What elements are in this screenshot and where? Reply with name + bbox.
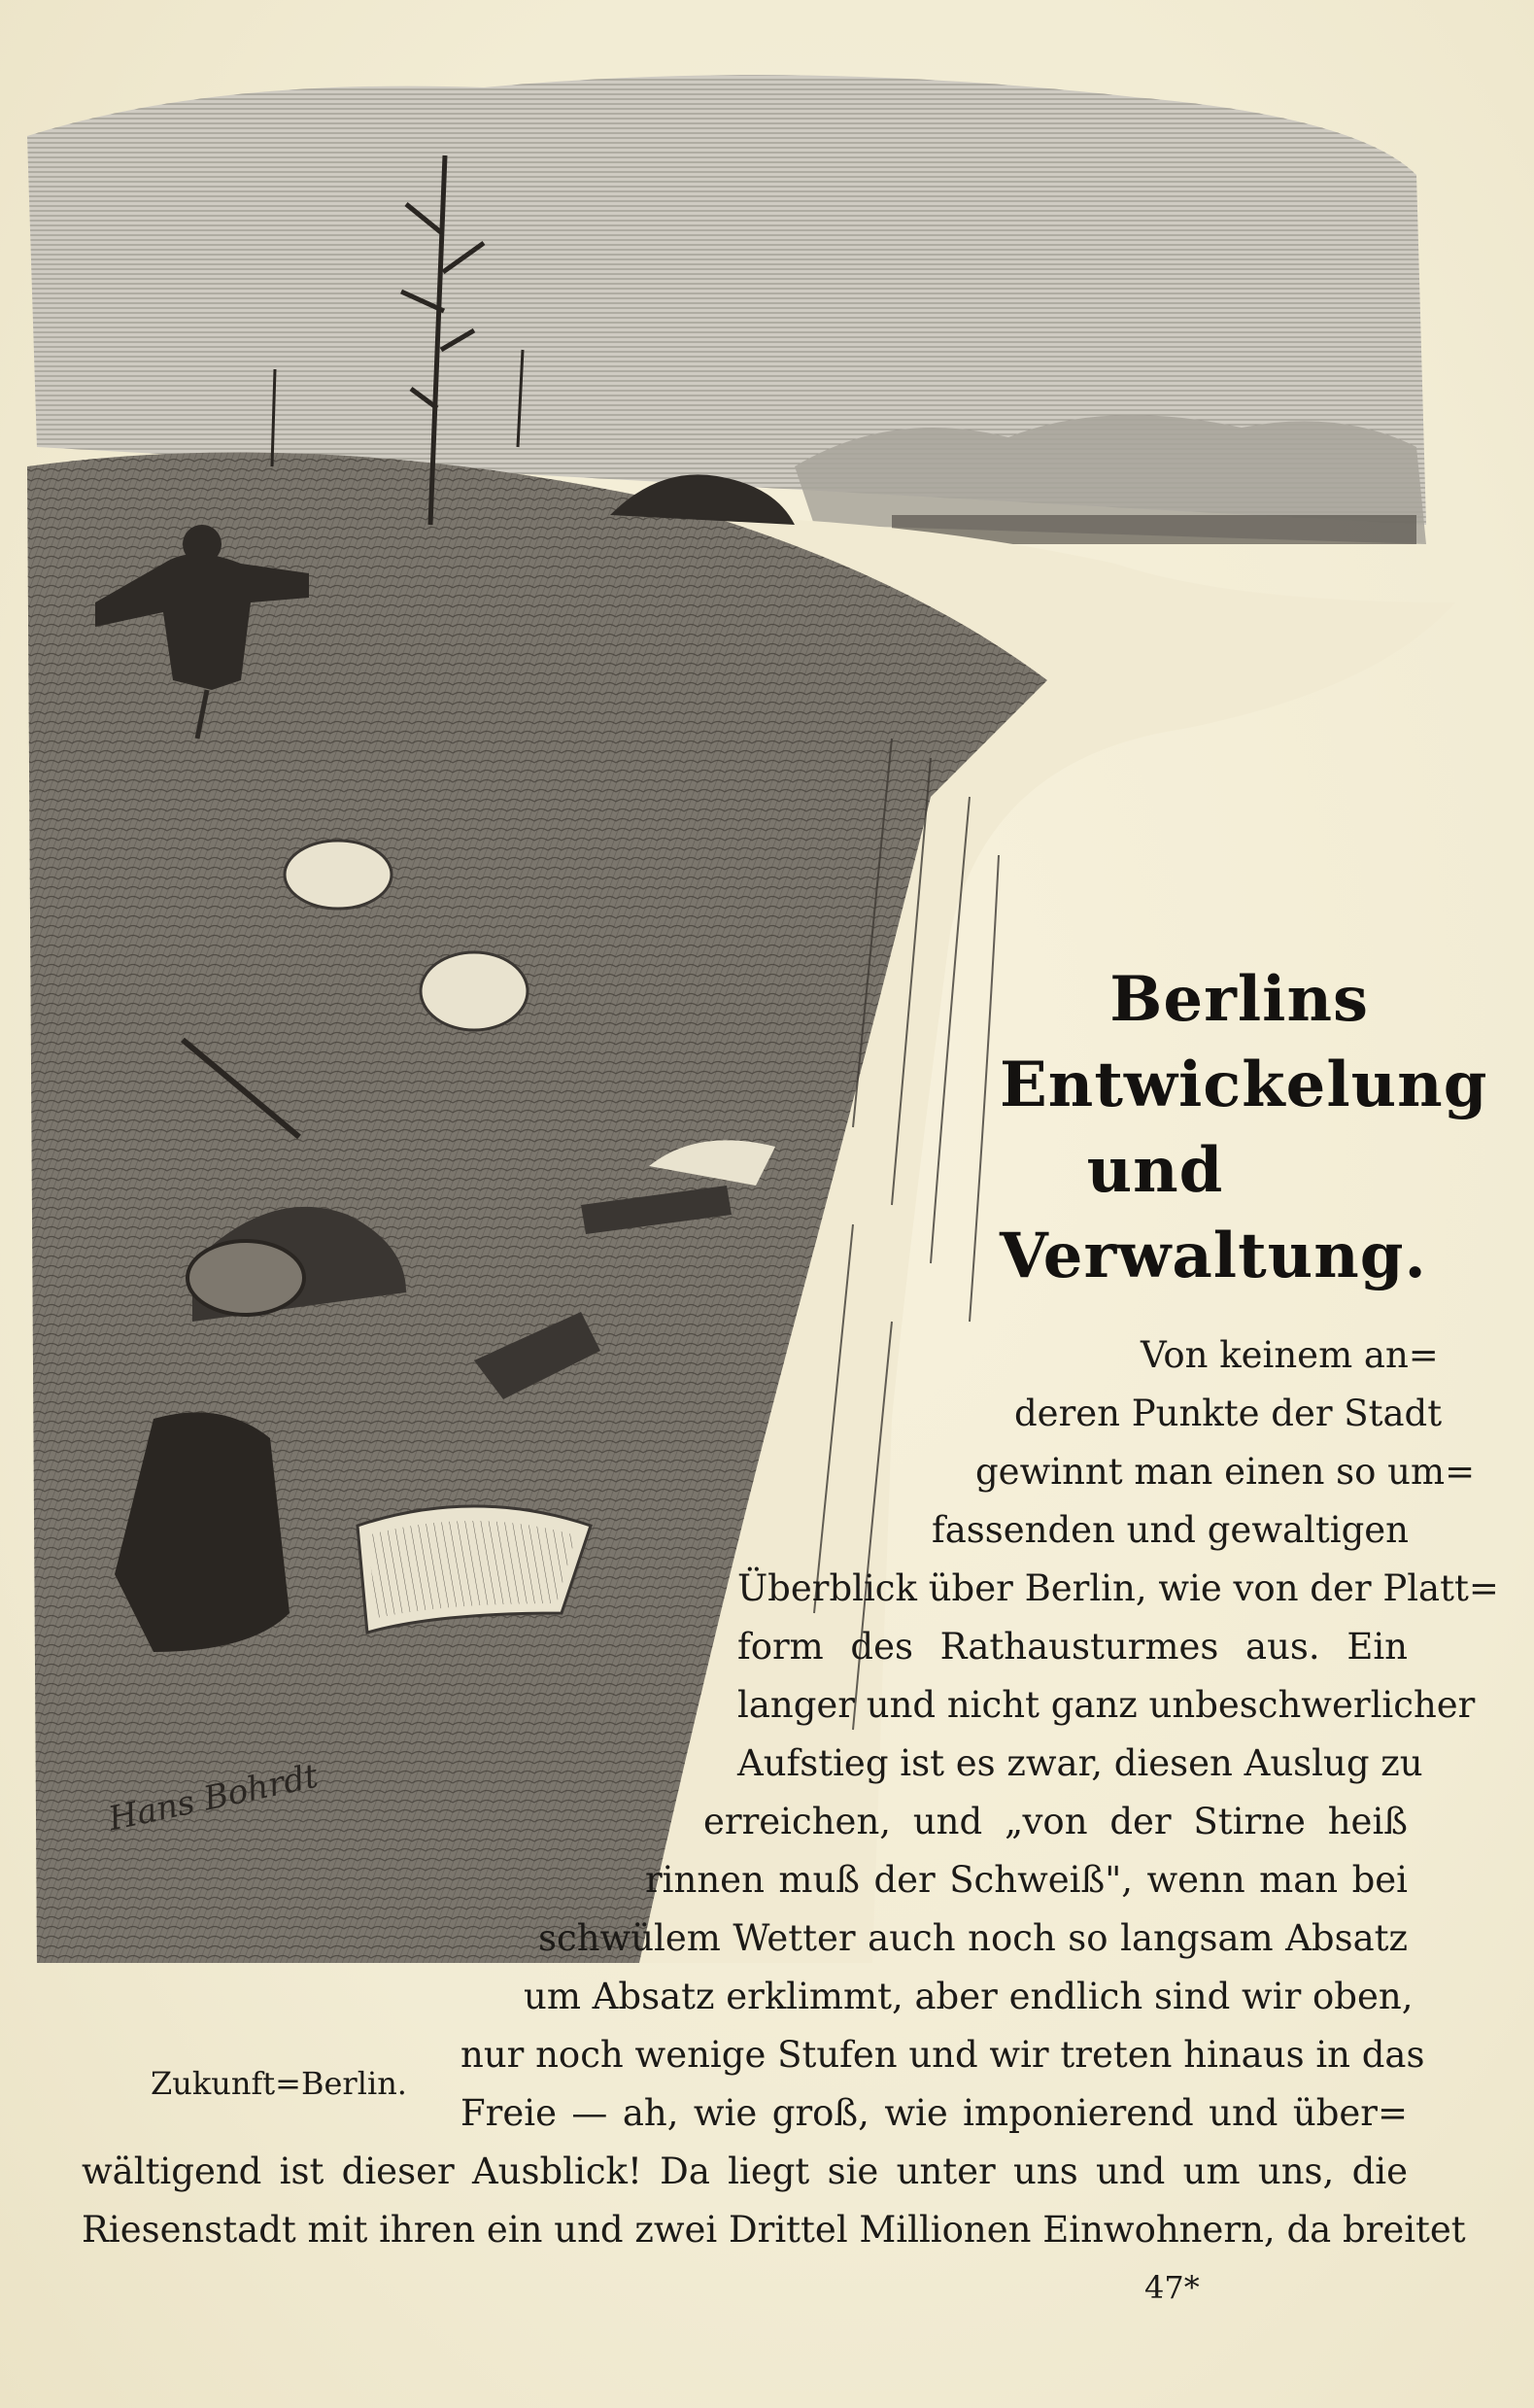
- body-line: fassenden und gewaltigen: [932, 1509, 1409, 1551]
- body-line: wältigend ist dieser Ausblick! Da liegt sie unter uns und um uns, die: [82, 2150, 1408, 2192]
- body-line: Freie — ah, wie groß, wie imponierend und über=: [460, 2092, 1408, 2134]
- body-line: langer und nicht ganz unbeschwerlicher: [737, 1684, 1476, 1726]
- body-line: rinnen muß der Schweiß", wenn man bei: [645, 1859, 1408, 1901]
- body-line: Von keinem an=: [1141, 1334, 1439, 1376]
- body-line: erreichen, und „von der Stirne heiß: [703, 1801, 1408, 1842]
- illustration-caption: Zukunft=Berlin.: [151, 2065, 407, 2102]
- body-line: schwülem Wetter auch noch so langsam Absatz: [538, 1917, 1408, 1959]
- body-line: form des Rathausturmes aus. Ein: [737, 1626, 1408, 1668]
- body-line: Riesenstadt mit ihren ein und zwei Drittel Millionen Einwohnern, da breitet: [82, 2209, 1466, 2251]
- heading-line-3: und: [1086, 1134, 1224, 1207]
- chapter-heading: [1000, 957, 1488, 1299]
- page-number: 47*: [1144, 2269, 1200, 2306]
- artist-signature: Hans Bohrdt: [105, 1756, 322, 1840]
- body-line: nur noch wenige Stufen und wir treten hinaus in das: [460, 2034, 1425, 2076]
- body-line: Aufstieg ist es zwar, diesen Auslug zu: [737, 1742, 1423, 1784]
- heading-line-1: Berlins: [1109, 963, 1369, 1036]
- body-line: gewinnt man einen so um=: [975, 1451, 1476, 1493]
- body-line: Überblick über Berlin, wie von der Platt=: [737, 1567, 1499, 1609]
- body-line: um Absatz erklimmt, aber endlich sind wir oben,: [524, 1976, 1414, 2017]
- heading-line-4: Verwaltung.: [1000, 1220, 1427, 1292]
- body-line: deren Punkte der Stadt: [1014, 1393, 1443, 1434]
- heading-line-2: Entwickelung: [1000, 1049, 1488, 1121]
